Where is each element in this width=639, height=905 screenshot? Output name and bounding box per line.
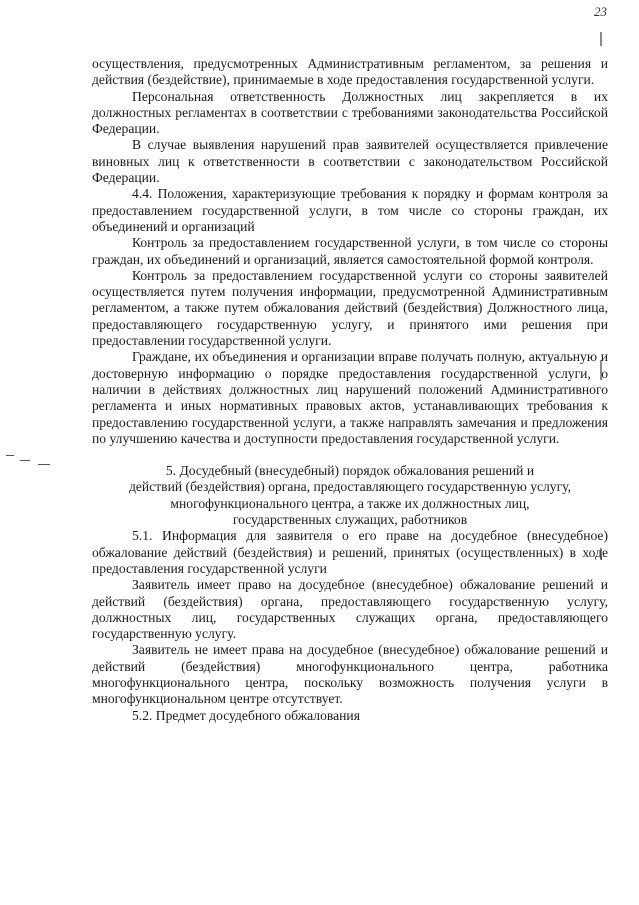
- scan-speck: [20, 460, 30, 461]
- section-heading: [92, 463, 608, 528]
- section-heading-line: многофункционального центра, а также их должностных лиц,: [170, 495, 530, 511]
- paragraph: Контроль за предоставлением государственной услуги со стороны заявителей осуществляется путем получения информации, предусмотренной Административным регламентом, а также путем обжалования действий (бездействия) Должностного лица, предоставляющего государственную услугу, и принятого ими решения при предоставлении государственной услуги.: [92, 267, 608, 349]
- section-heading-line: государственных служащих, работников: [232, 512, 468, 528]
- document-body: [92, 56, 608, 724]
- paragraph: В случае выявления нарушений прав заявителей осуществляется привлечение виновных лиц к ответственности в соответствии с законодательством Российской Федерации.: [92, 137, 608, 186]
- page-number: 23: [594, 4, 607, 19]
- paragraph: Заявитель имеет право на досудебное (внесудебное) обжалование решений и действий (бездействия) органа, предоставляющего государственную услугу, должностных лиц, государственных служащих органа, предоставляющего государственную услугу.: [92, 577, 608, 642]
- paragraph: Заявитель не имеет права на досудебное (внесудебное) обжалование решений и действий (бездействия) многофункционального центра, работника многофункционального центра, поскольку возможность получения услуги в многофункциональном центре отсутствует.: [92, 642, 608, 707]
- scan-speck: [38, 464, 50, 465]
- paragraph: Персональная ответственность Должностных лиц закрепляется в их должностных регламентах в соответствии с требованиями законодательства Российской Федерации.: [92, 88, 608, 137]
- paragraph: Граждане, их объединения и организации вправе получать полную, актуальную и достоверную информацию о порядке предоставления государственной услуги, о наличии в действиях должностных лиц нарушений положений Административного регламента и иных нормативных правовых актов, устанавливающих требования к предоставлению государственной услуги, а также направлять замечания и предложения по улучшению качества и доступности предоставления государственной услуги.: [92, 349, 608, 446]
- section-heading-line: действий (бездействия) органа, предоставляющего государственную услугу,: [128, 479, 572, 495]
- section-heading-line: 5. Досудебный (внесудебный) порядок обжалования решений и: [165, 463, 535, 479]
- scan-speck: [6, 455, 14, 456]
- paragraph: Контроль за предоставлением государственной услуги, в том числе со стороны граждан, их объединений и организаций, является самостоятельной формой контроля.: [92, 235, 608, 267]
- subsection-heading: 5.1. Информация для заявителя о его праве на досудебное (внесудебное) обжалование действий (бездействия) и решений, принятых (осуществленных) в ходе предоставления государственной услуги: [92, 528, 608, 576]
- subsection-heading: 4.4. Положения, характеризующие требования к порядку и формам контроля за предоставлением государственной услуги, в том числе со стороны граждан, их объединений и организаций: [92, 186, 608, 234]
- paragraph: осуществления, предусмотренных Административным регламентом, за решения и действия (бездействие), принимаемые в ходе предоставления государственной услуги.: [92, 56, 608, 88]
- scan-edge-mark: [600, 32, 602, 46]
- subsection-heading: 5.2. Предмет досудебного обжалования: [132, 707, 360, 723]
